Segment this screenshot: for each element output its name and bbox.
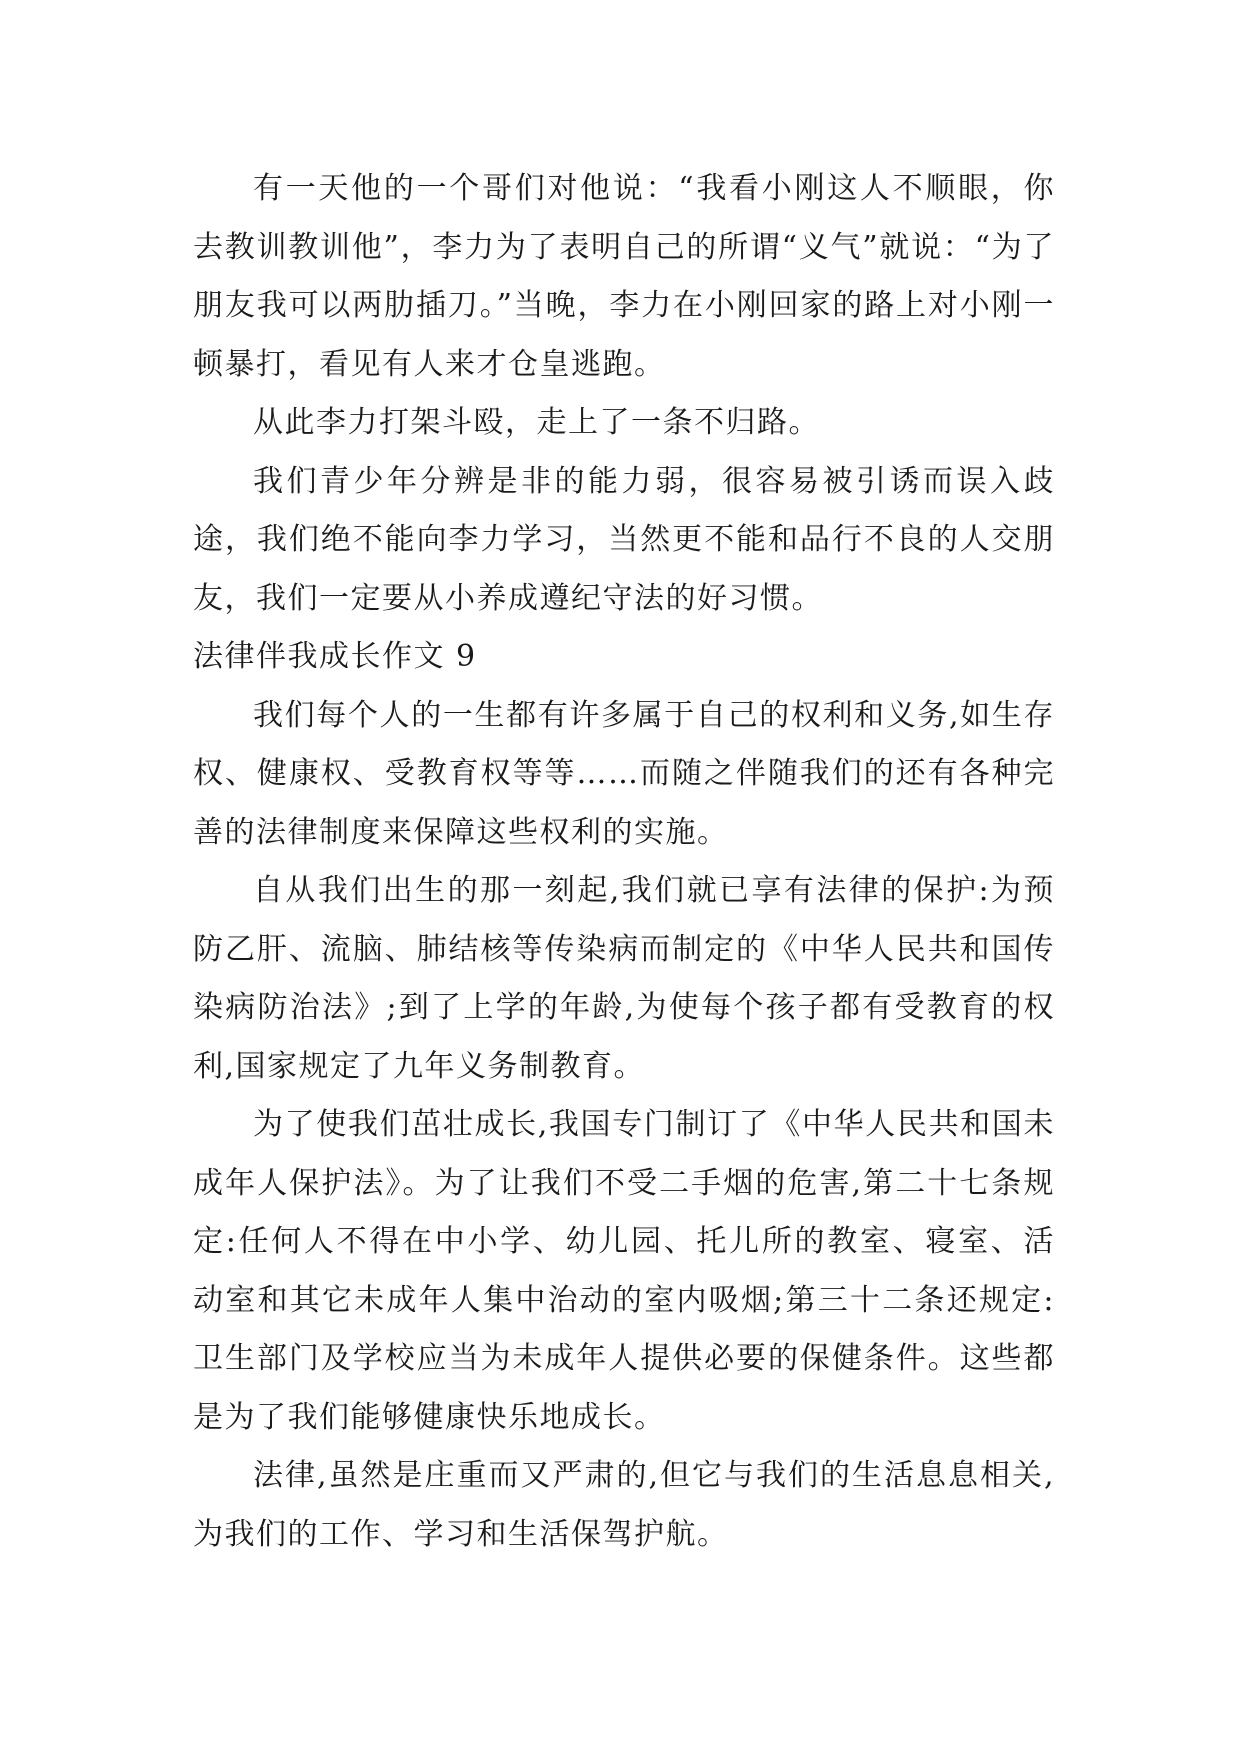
paragraph: 法律,虽然是庄重而又严肃的,但它与我们的生活息息相关,为我们的工作、学习和生活保驾护航。 [193,1458,1055,1552]
section-heading: 法律伴我成长作文 9 [193,639,477,674]
document-body [193,160,1055,1564]
paragraph: 我们每个人的一生都有许多属于自己的权利和义务,如生存权、健康权、受教育权等等……而随之伴随我们的还有各种完善的法律制度来保障这些权利的实施。 [193,697,1055,850]
paragraph: 从此李力打架斗殴，走上了一条不归路。 [253,405,820,440]
paragraph: 自从我们出生的那一刻起,我们就已享有法律的保护:为预防乙肝、流脑、肺结核等传染病而制定的《中华人民共和国传染病防治法》;到了上学的年龄,为使每个孩子都有受教育的权利,国家规定了九年义务制教育。 [193,873,1055,1084]
paragraph: 为了使我们茁壮成长,我国专门制订了《中华人民共和国未成年人保护法》。为了让我们不受二手烟的危害,第二十七条规定:任何人不得在中小学、幼儿园、托儿所的教室、寝室、活动室和其它未成年人集中治动的室内吸烟;第三十二条还规定:卫生部门及学校应当为未成年人提供必要的保健条件。这些都是为了我们能够健康快乐地成长。 [193,1107,1055,1435]
paragraph: 我们青少年分辨是非的能力弱，很容易被引诱而误入歧途，我们绝不能向李力学习，当然更不能和品行不良的人交朋友，我们一定要从小养成遵纪守法的好习惯。 [193,463,1055,616]
paragraph: 有一天他的一个哥们对他说：“我看小刚这人不顺眼，你去教训教训他”，李力为了表明自己的所谓“义气”就说：“为了朋友我可以两肋插刀。”当晚，李力在小刚回家的路上对小刚一顿暴打，看见有人来才仓皇逃跑。 [193,171,1055,382]
